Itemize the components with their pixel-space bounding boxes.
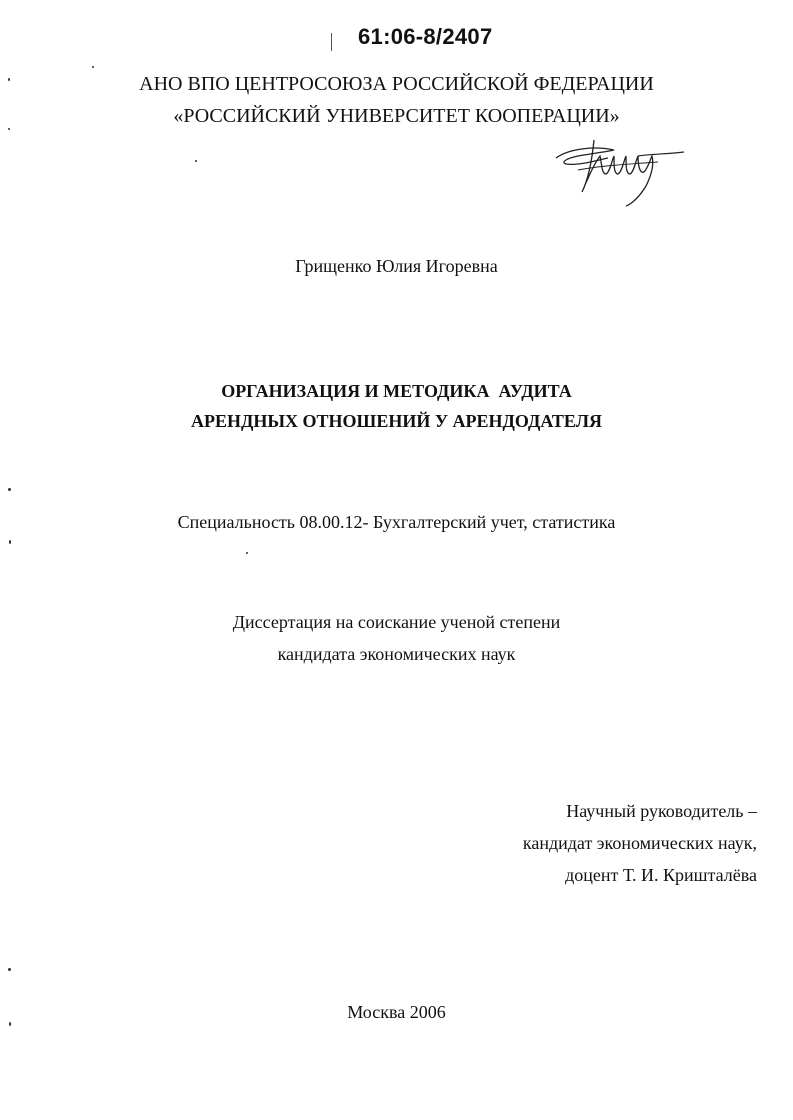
institution-line-1: АНО ВПО ЦЕНТРОСОЮЗА РОССИЙСКОЙ ФЕДЕРАЦИИ bbox=[139, 73, 654, 95]
scan-speck bbox=[8, 968, 11, 971]
scan-speck bbox=[92, 66, 94, 68]
scan-speck bbox=[8, 128, 10, 130]
scan-speck bbox=[9, 1022, 11, 1026]
title-line-2: АРЕНДНЫХ ОТНОШЕНИЙ У АРЕНДОДАТЕЛЯ bbox=[190, 411, 603, 431]
advisor-line-1: Научный руководитель – bbox=[566, 801, 757, 821]
degree-block bbox=[0, 606, 793, 670]
title-line-1: ОРГАНИЗАЦИЯ И МЕТОДИКА АУДИТА bbox=[221, 381, 572, 401]
advisor-block bbox=[437, 795, 757, 891]
degree-line-1: Диссертация на соискание ученой степени bbox=[232, 612, 561, 632]
advisor-line-3: доцент Т. И. Кришталёва bbox=[565, 865, 757, 885]
scan-speck bbox=[8, 488, 11, 491]
advisor-line-2: кандидат экономических наук, bbox=[522, 833, 757, 853]
scan-speck bbox=[9, 540, 11, 544]
specialty: Специальность 08.00.12- Бухгалтерский учет, статистика bbox=[177, 512, 616, 532]
city-year: Москва 2006 bbox=[347, 1002, 446, 1022]
institution-block bbox=[0, 68, 793, 132]
scan-mark bbox=[331, 33, 332, 51]
archive-number: 61:06-8/2407 bbox=[358, 24, 493, 49]
institution-line-2: «РОССИЙСКИЙ УНИВЕРСИТЕТ КООПЕРАЦИИ» bbox=[173, 105, 620, 127]
scan-speck bbox=[8, 78, 10, 81]
scan-speck bbox=[246, 552, 248, 554]
dissertation-title bbox=[0, 376, 793, 436]
signature-icon bbox=[548, 130, 688, 210]
degree-line-2: кандидата экономических наук bbox=[277, 644, 516, 664]
scan-speck bbox=[195, 160, 197, 162]
author-name: Грищенко Юлия Игоревна bbox=[295, 256, 498, 276]
